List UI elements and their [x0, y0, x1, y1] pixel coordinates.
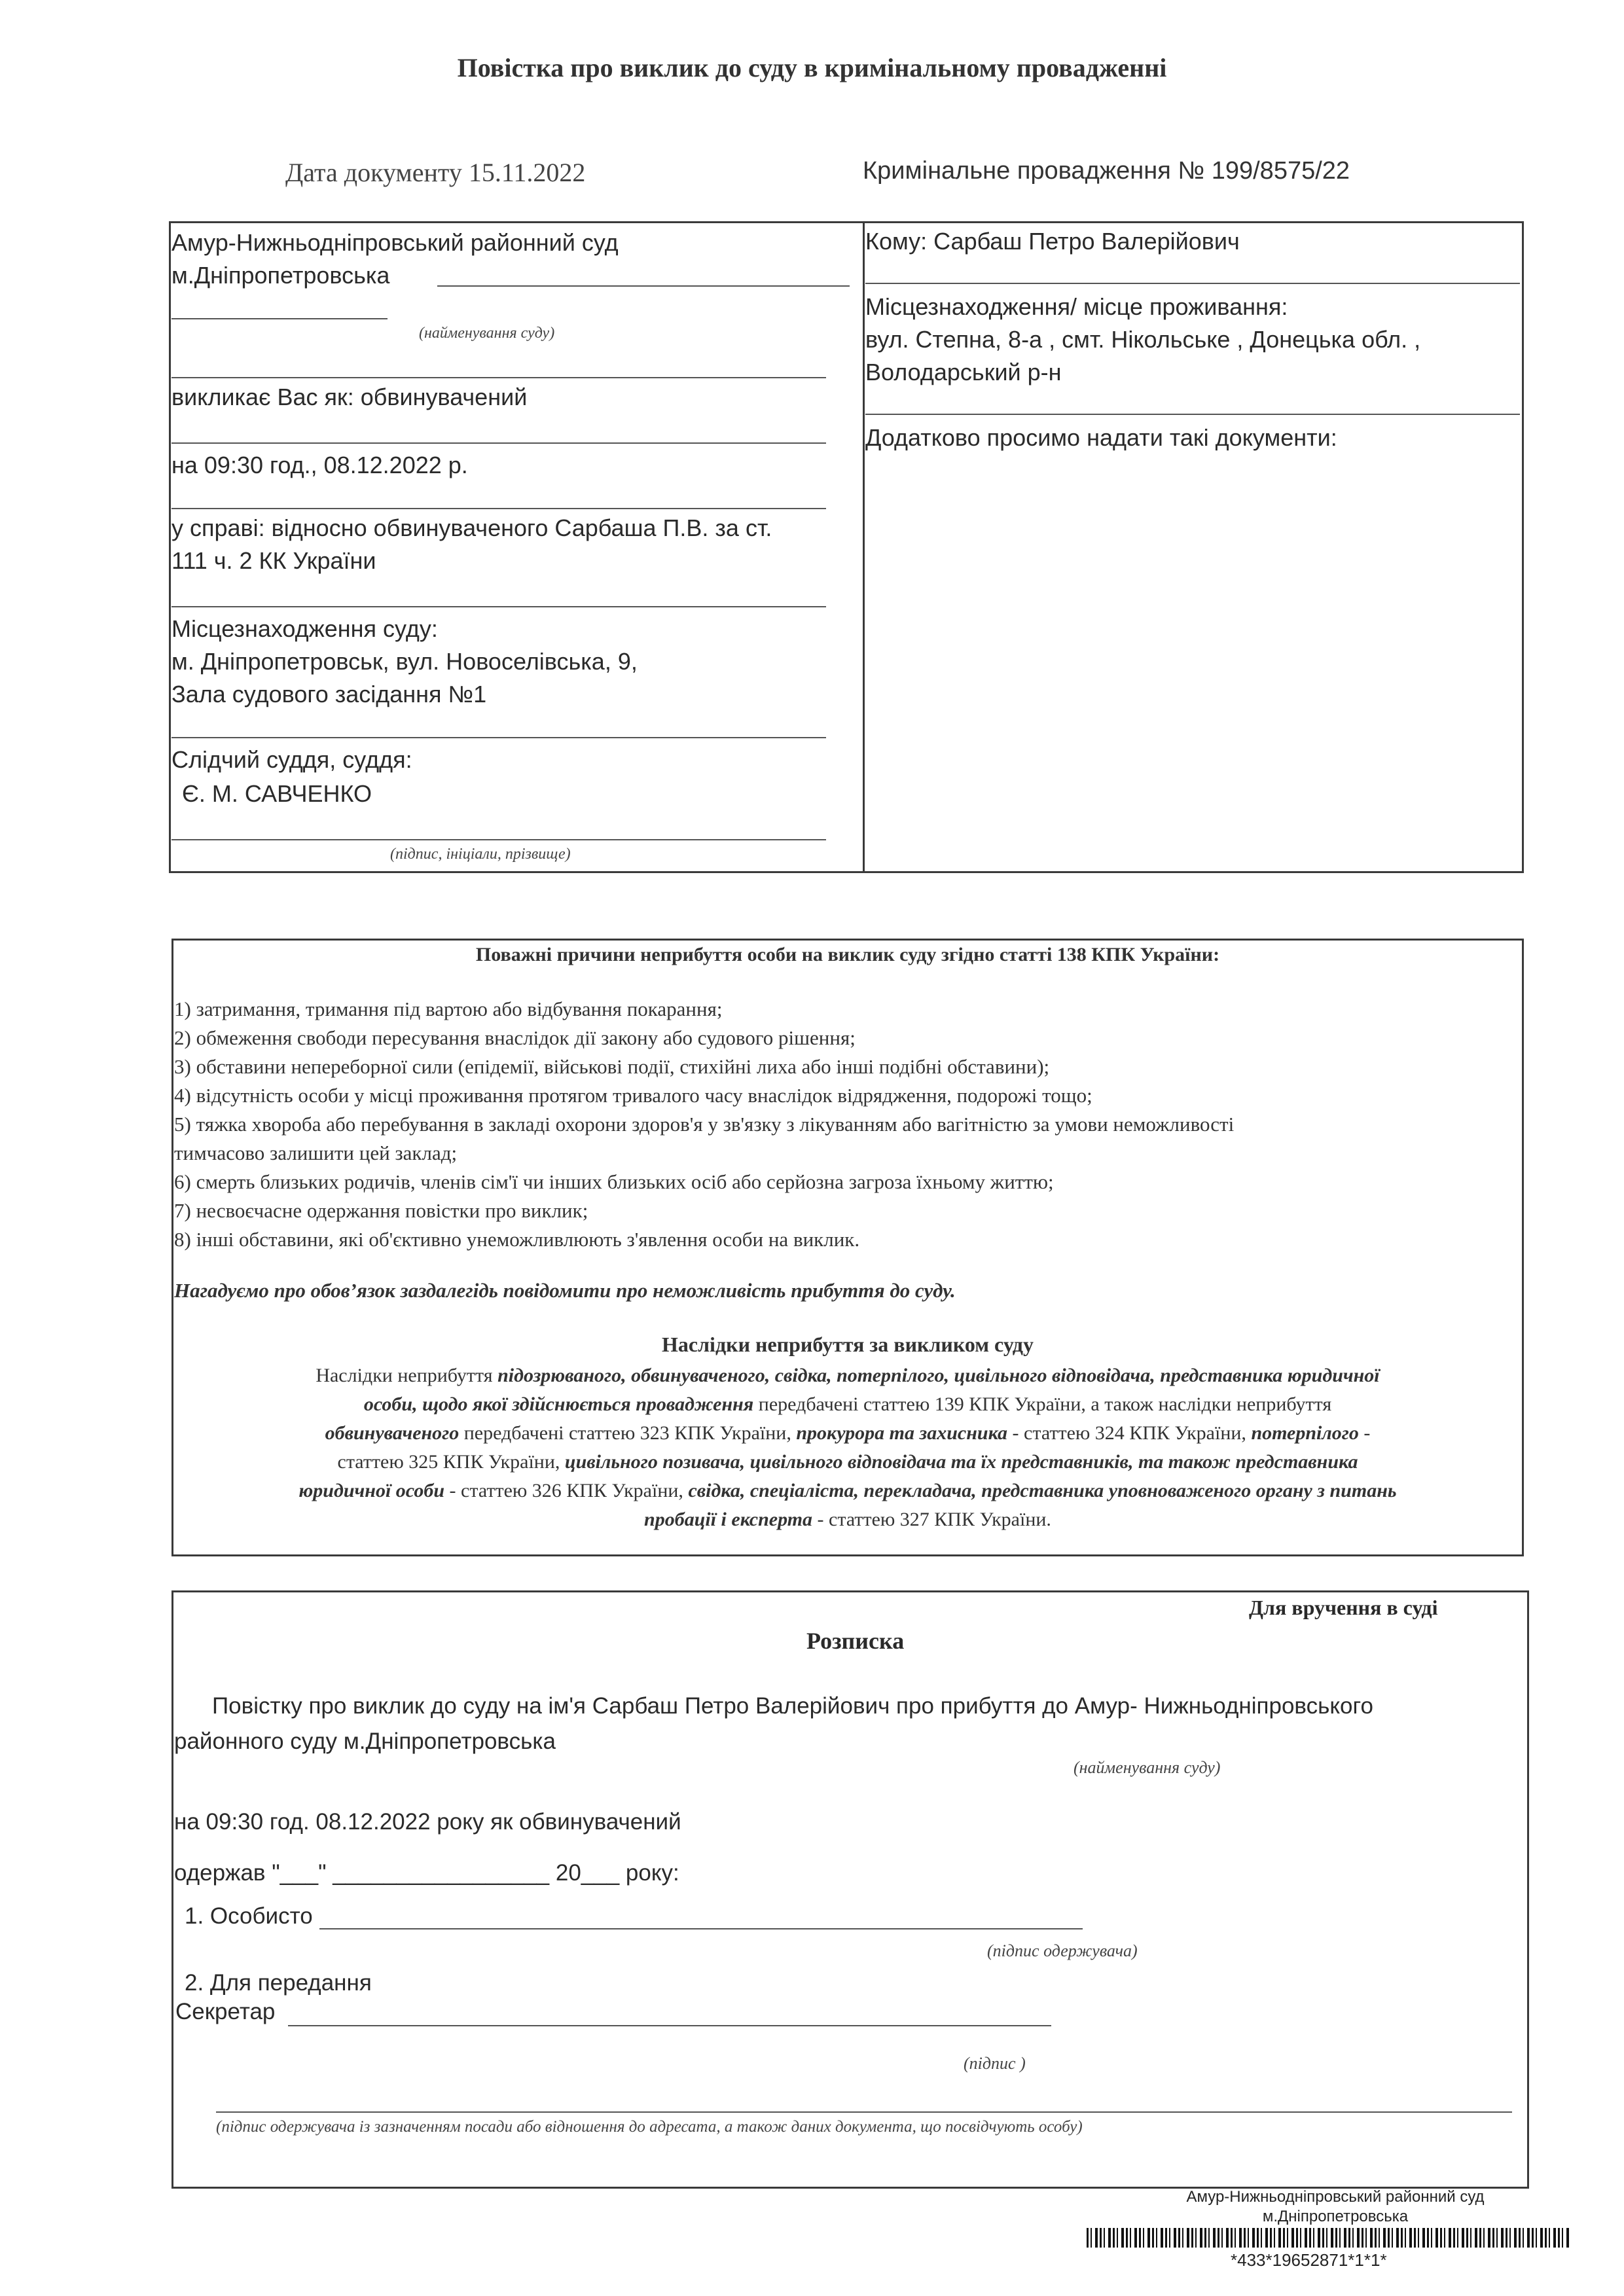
reminder-text: Нагадуємо про обов’язок заздалегідь повідомити про неможливість прибуття до суду. — [174, 1279, 956, 1302]
consequences-line: обвинуваченого передбачені статтею 323 КПК України, прокурора та захисника - статтею 324 КПК України, потерпілого - — [325, 1422, 1371, 1444]
court-name-line2: м.Дніпропетровська — [171, 262, 390, 289]
document-date: Дата документу 15.11.2022 — [285, 158, 586, 187]
consequences-line: статтею 325 КПК України, цивільного позивача, цивільного відповідача та їх представників, та також представника — [337, 1451, 1358, 1473]
reason-item: 7) несвоєчасне одержання повістки про виклик; — [174, 1199, 588, 1222]
judge-name: Є. М. САВЧЕНКО — [182, 780, 372, 807]
receipt-received: одержав "___" _________________ 20___ року: — [174, 1860, 679, 1886]
consequences-heading: Наслідки неприбуття за викликом суду — [662, 1333, 1034, 1356]
reasons-list — [174, 995, 1234, 1254]
address-line1: вул. Степна, 8-а , смт. Нікольське , Донецька обл. , — [865, 326, 1421, 353]
hearing-datetime: на 09:30 год., 08.12.2022 р. — [171, 452, 468, 478]
receipt-line2: районного суду м.Дніпропетровська — [174, 1729, 556, 1754]
receipt-title: Розписка — [806, 1628, 905, 1654]
secretary-label: Секретар — [175, 1999, 276, 2024]
consequences-text — [174, 1361, 1521, 1534]
judge-caption: (підпис, ініціали, прізвище) — [390, 846, 571, 863]
recipient-signature-caption: (підпис одержувача) — [987, 1941, 1138, 1960]
reason-item: 2) обмеження свободи пересування внаслідок дії закону або судового рішення; — [174, 1026, 856, 1049]
column-divider — [863, 221, 865, 873]
stamp-court-line1: Амур-Нижньодніпровський районний суд — [1186, 2188, 1485, 2206]
case-description — [171, 512, 772, 577]
reason-item: 5) тяжка хвороба або перебування в закладі охорони здоров'я у зв'язку з лікуванням або вагітністю за умови неможливості — [174, 1113, 1235, 1136]
court-caption: (найменування суду) — [419, 325, 555, 342]
case-line2: 111 ч. 2 КК України — [171, 547, 376, 574]
address-label: Місцезнаходження/ місце проживання: — [865, 293, 1288, 320]
barcode-text: *433*19652871*1*1* — [1231, 2250, 1387, 2270]
secretary-signature-caption: (підпис ) — [964, 2054, 1026, 2073]
for-court-label: Для вручення в суді — [1249, 1596, 1438, 1619]
consequences-line: Наслідки неприбуття підозрюваного, обвинуваченого, свідка, потерпілого, цивільного відповідача, представника юридичної — [316, 1365, 1380, 1386]
receipt-text — [174, 1689, 1373, 1759]
recipient: Кому: Сарбаш Петро Валерійович — [865, 228, 1240, 255]
judge-label: Слідчий суддя, суддя: — [171, 746, 412, 773]
reason-item: 1) затримання, тримання під вартою або відбування покарання; — [174, 997, 723, 1020]
court-location-line2: Зала судового засідання №1 — [171, 681, 487, 708]
address-line2: Володарський р-н — [865, 359, 1062, 386]
court-location — [171, 613, 638, 711]
receipt-footer-caption: (підпис одержувача із зазначенням посади або відношення до адресата, а також даних документа, що посвідчують особу) — [216, 2118, 1083, 2136]
summons-as: викликає Вас як: обвинувачений — [171, 384, 528, 410]
consequences-line: особи, щодо якої здійснюється провадження передбачені статтею 139 КПК України, а також наслідки неприбуття — [363, 1393, 1332, 1415]
page-title: Повістка про виклик до суду в кримінальному провадженні — [457, 53, 1167, 82]
receipt-court-caption: (найменування суду) — [1074, 1758, 1221, 1777]
court-location-label: Місцезнаходження суду: — [171, 615, 438, 642]
consequences-line: юридичної особи - статтею 326 КПК України, свідка, спеціаліста, перекладача, представника уповноваженого органу з питань — [298, 1480, 1397, 1501]
consequences-line: пробації і експерта - статтею 327 КПК України. — [644, 1509, 1051, 1530]
reason-item: 3) обставини непереборної сили (епідемії, військові події, стихійні лиха або інші подібні обставини); — [174, 1055, 1050, 1078]
recipient-address — [865, 291, 1420, 389]
receipt-line1: Повістку про виклик до суду на ім'я Сарбаш Петро Валерійович про прибуття до Амур- Нижньодніпровського — [212, 1693, 1373, 1719]
documents-request: Додатково просимо надати такі документи: — [865, 424, 1337, 451]
reason-item: тимчасово залишити цей заклад; — [174, 1141, 458, 1164]
personally-label: 1. Особисто — [185, 1903, 313, 1929]
reason-item: 8) інші обставини, які об'єктивно унеможливлюють з'явлення особи на виклик. — [174, 1228, 860, 1251]
court-name — [171, 226, 619, 292]
for-transfer-label: 2. Для передання — [185, 1970, 372, 1996]
barcode — [1087, 2228, 1571, 2248]
receipt-box — [171, 1590, 1529, 2189]
reason-item: 6) смерть близьких родичів, членів сім'ї чи інших близьких осіб або серйозна загроза їхньому життю; — [174, 1170, 1054, 1193]
court-stamp — [1152, 2187, 1519, 2227]
receipt-datetime: на 09:30 год. 08.12.2022 року як обвинувачений — [174, 1809, 681, 1835]
reason-item: 4) відсутність особи у місці проживання протягом тривалого часу внаслідок відрядження, подорожі тощо; — [174, 1084, 1092, 1107]
reasons-heading: Поважні причини неприбуття особи на виклик суду згідно статті 138 КПК України: — [475, 944, 1220, 965]
stamp-court-line2: м.Дніпропетровська — [1262, 2208, 1409, 2225]
case-number: Кримінальне провадження № 199/8575/22 — [863, 157, 1350, 185]
court-name-line1: Амур-Нижньодніпровський районний суд — [171, 229, 619, 256]
court-location-line1: м. Дніпропетровськ, вул. Новоселівська, 9, — [171, 648, 638, 675]
case-line1: у справі: відносно обвинуваченого Сарбаша П.В. за ст. — [171, 514, 772, 541]
